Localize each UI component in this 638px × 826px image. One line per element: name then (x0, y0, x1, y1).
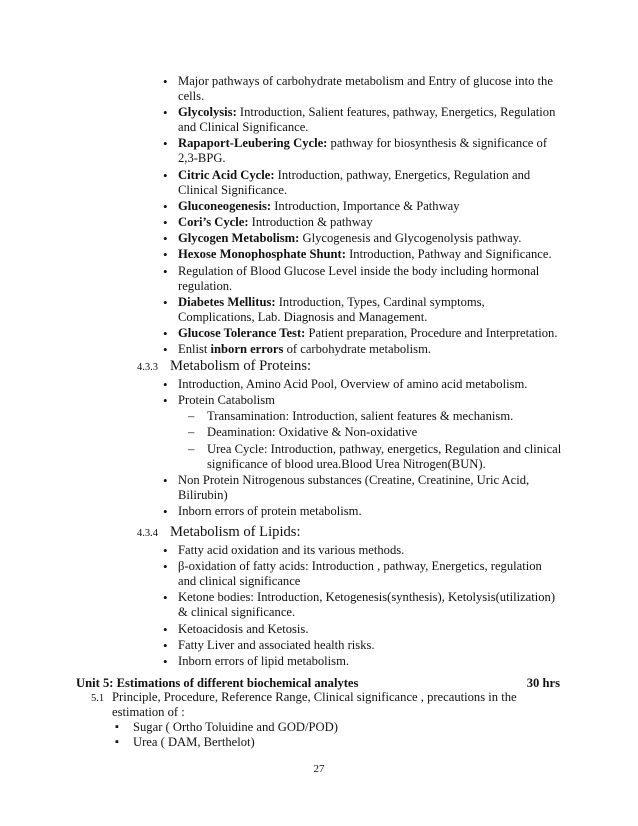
unit-title: : Estimations of different biochemical analytes (109, 676, 359, 690)
carbohydrate-topics (163, 74, 563, 358)
lipid-topics (163, 543, 563, 670)
list-item: • Ketone bodies: Introduction, Ketogenesis(synthesis), Ketolysis(utilization) & clinical significance. (163, 590, 563, 620)
list-item: • Fatty acid oxidation and its various methods. (163, 543, 563, 558)
list-item: • Diabetes Mellitus: Introduction, Types, Cardinal symptoms, Complications, Lab. Diagnosis and Management. (163, 295, 563, 325)
list-item: • Glucose Tolerance Test: Patient preparation, Procedure and Interpretation. (163, 326, 563, 341)
unit-label: Unit 5 (76, 676, 110, 690)
list-item: • Rapaport-Leubering Cycle: pathway for biosynthesis & significance of 2,3-BPG. (163, 136, 563, 166)
subsection-number: 5.1 (91, 693, 105, 704)
list-item: • Fatty Liver and associated health risks. (163, 638, 563, 653)
section-title: Metabolism of Proteins: (170, 358, 312, 374)
list-item: • Hexose Monophosphate Shunt: Introduction, Pathway and Significance. (163, 247, 563, 262)
list-item: • β-oxidation of fatty acids: Introduction , pathway, Energetics, regulation and clinical significance (163, 559, 563, 589)
unit-hours: 30 hrs (526, 676, 560, 690)
unit-heading (76, 676, 560, 691)
sub-list-item: – Urea Cycle: Introduction, pathway, energetics, Regulation and clinical significance of blood urea.Blood Urea Nitrogen(BUN). (178, 442, 563, 472)
subsection-5-1 (91, 690, 521, 750)
list-item: • Citric Acid Cycle: Introduction, pathway, Energetics, Regulation and Clinical Significance. (163, 168, 563, 198)
page-number: 27 (313, 763, 325, 775)
list-item: • Protein Catabolism – Transamination: Introduction, salient features & mechanism. – Deamination: Oxidative & Non-oxidative – Urea Cycle: Introduction, pathway, energetics, Regulation and clinical significance of blood urea.Blood Urea Nitrogen(BUN). (163, 393, 563, 471)
list-item: • Glycogen Metabolism: Glycogenesis and Glycogenolysis pathway. (163, 231, 563, 246)
list-item: • Inborn errors of lipid metabolism. (163, 654, 563, 669)
subsection-text: Principle, Procedure, Reference Range, Clinical significance , precautions in the estimation of : (112, 690, 517, 719)
list-item: • Cori’s Cycle: Introduction & pathway (163, 215, 563, 230)
section-heading-lipids (137, 525, 301, 541)
list-item: • Glycolysis: Introduction, Salient features, pathway, Energetics, Regulation and Clinical Significance. (163, 105, 563, 135)
list-item: • Regulation of Blood Glucose Level inside the body including hormonal regulation. (163, 264, 563, 294)
sub-list-item: – Deamination: Oxidative & Non-oxidative (178, 425, 563, 440)
list-item: • Introduction, Amino Acid Pool, Overview of amino acid metabolism. (163, 377, 563, 392)
list-item: • Major pathways of carbohydrate metabolism and Entry of glucose into the cells. (163, 74, 563, 104)
list-item: ▪ Sugar ( Ortho Toluidine and GOD/POD) (112, 720, 521, 735)
list-item: • Non Protein Nitrogenous substances (Creatine, Creatinine, Uric Acid, Bilirubin) (163, 473, 563, 503)
list-item: • Gluconeogenesis: Introduction, Importance & Pathway (163, 199, 563, 214)
list-item-enlist: • Enlist inborn errors of carbohydrate metabolism. (163, 342, 563, 357)
protein-topics (163, 377, 563, 520)
section-title: Metabolism of Lipids: (170, 524, 301, 540)
list-item: ▪ Urea ( DAM, Berthelot) (112, 735, 521, 750)
list-item: • Ketoacidosis and Ketosis. (163, 622, 563, 637)
section-number: 4.3.3 (137, 362, 158, 373)
section-heading-proteins (137, 359, 311, 375)
sub-list-item: – Transamination: Introduction, salient features & mechanism. (178, 409, 563, 424)
list-item: • Inborn errors of protein metabolism. (163, 504, 563, 519)
section-number: 4.3.4 (137, 528, 158, 539)
